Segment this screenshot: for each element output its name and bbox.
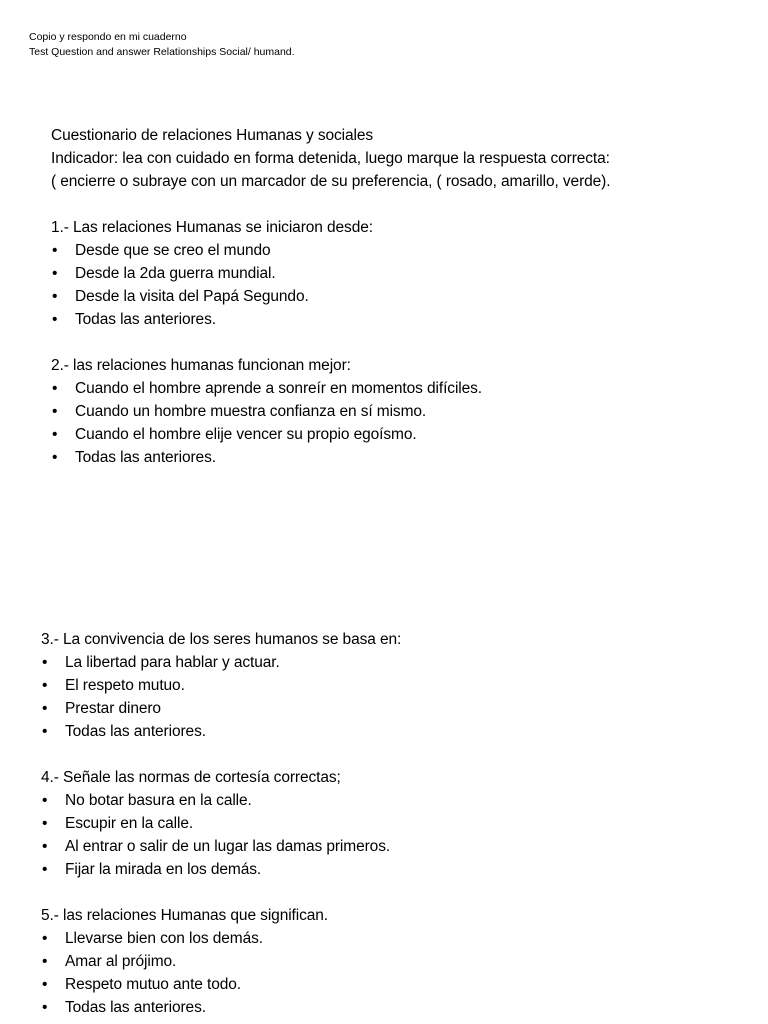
question-group-1-2 bbox=[51, 216, 482, 469]
question-text: 4.- Señale las normas de cortesía correctas; bbox=[41, 769, 341, 786]
answer-option[interactable] bbox=[51, 446, 482, 469]
answer-option[interactable] bbox=[41, 720, 401, 743]
answer-option-label: Desde que se creo el mundo bbox=[75, 242, 271, 259]
answer-option-label: Escupir en la calle. bbox=[65, 815, 194, 832]
answer-option-label: Fijar la mirada en los demás. bbox=[65, 861, 262, 878]
answer-option-label: Prestar dinero bbox=[65, 700, 161, 717]
indicator-text: Indicador: lea con cuidado en forma detenida, luego marque la respuesta correcta: bbox=[51, 150, 610, 167]
answer-options bbox=[51, 377, 482, 469]
answer-option-label: Cuando un hombre muestra confianza en sí mismo. bbox=[75, 403, 427, 420]
answer-option[interactable] bbox=[41, 996, 401, 1019]
bullet-icon: • bbox=[52, 242, 58, 259]
bullet-icon: • bbox=[52, 265, 58, 282]
bullet-icon: • bbox=[42, 654, 48, 671]
bullet-icon: • bbox=[42, 700, 48, 717]
question-5 bbox=[41, 904, 401, 1019]
question-group-3-5 bbox=[41, 628, 401, 1019]
header-line-test: Test Question and answer Relationships Social/ humand. bbox=[29, 46, 295, 58]
bullet-icon: • bbox=[42, 723, 48, 740]
question-3 bbox=[41, 628, 401, 743]
bullet-icon: • bbox=[52, 380, 58, 397]
answer-option-label: Cuando el hombre aprende a sonreír en momentos difíciles. bbox=[75, 380, 483, 397]
bullet-icon: • bbox=[42, 953, 48, 970]
answer-option[interactable] bbox=[51, 285, 482, 308]
answer-option-label: Amar al prójimo. bbox=[65, 953, 177, 970]
answer-option-label: Todas las anteriores. bbox=[65, 723, 206, 740]
question-2 bbox=[51, 354, 482, 469]
answer-option-label: Todas las anteriores. bbox=[75, 449, 216, 466]
answer-option[interactable] bbox=[51, 239, 482, 262]
page-header bbox=[29, 30, 295, 60]
answer-option-label: Llevarse bien con los demás. bbox=[65, 930, 263, 947]
questionnaire-title: Cuestionario de relaciones Humanas y sociales bbox=[51, 127, 374, 144]
answer-option[interactable] bbox=[51, 423, 482, 446]
questionnaire-intro bbox=[51, 124, 610, 193]
question-text: 2.- las relaciones humanas funcionan mejor: bbox=[51, 357, 351, 374]
answer-option[interactable] bbox=[41, 835, 401, 858]
answer-option-label: Todas las anteriores. bbox=[75, 311, 216, 328]
answer-option-label: El respeto mutuo. bbox=[65, 677, 185, 694]
bullet-icon: • bbox=[42, 838, 48, 855]
question-text: 5.- las relaciones Humanas que significan. bbox=[41, 907, 329, 924]
answer-option-label: Al entrar o salir de un lugar las damas primeros. bbox=[65, 838, 391, 855]
answer-options bbox=[41, 927, 401, 1019]
bullet-icon: • bbox=[42, 792, 48, 809]
answer-option[interactable] bbox=[41, 950, 401, 973]
answer-option-label: La libertad para hablar y actuar. bbox=[65, 654, 280, 671]
instructions-text: ( encierre o subraye con un marcador de su preferencia, ( rosado, amarillo, verde). bbox=[51, 173, 611, 190]
answer-option-label: Cuando el hombre elije vencer su propio egoísmo. bbox=[75, 426, 417, 443]
answer-option-label: No botar basura en la calle. bbox=[65, 792, 252, 809]
answer-option-label: Todas las anteriores. bbox=[65, 999, 206, 1016]
bullet-icon: • bbox=[52, 288, 58, 305]
bullet-icon: • bbox=[42, 815, 48, 832]
answer-option[interactable] bbox=[41, 973, 401, 996]
header-line-notebook: Copio y respondo en mi cuaderno bbox=[29, 31, 187, 43]
answer-option[interactable] bbox=[41, 651, 401, 674]
answer-option[interactable] bbox=[41, 789, 401, 812]
bullet-icon: • bbox=[42, 930, 48, 947]
answer-options bbox=[41, 789, 401, 881]
answer-option[interactable] bbox=[51, 308, 482, 331]
bullet-icon: • bbox=[42, 677, 48, 694]
bullet-icon: • bbox=[42, 976, 48, 993]
answer-option[interactable] bbox=[41, 812, 401, 835]
answer-options bbox=[41, 651, 401, 743]
question-4 bbox=[41, 766, 401, 881]
answer-option-label: Desde la 2da guerra mundial. bbox=[75, 265, 276, 282]
answer-option[interactable] bbox=[41, 697, 401, 720]
answer-options bbox=[51, 239, 482, 331]
question-1 bbox=[51, 216, 482, 331]
bullet-icon: • bbox=[52, 426, 58, 443]
answer-option[interactable] bbox=[51, 400, 482, 423]
answer-option[interactable] bbox=[41, 858, 401, 881]
answer-option-label: Respeto mutuo ante todo. bbox=[65, 976, 241, 993]
answer-option[interactable] bbox=[51, 262, 482, 285]
bullet-icon: • bbox=[42, 999, 48, 1016]
answer-option[interactable] bbox=[41, 927, 401, 950]
bullet-icon: • bbox=[52, 403, 58, 420]
answer-option[interactable] bbox=[41, 674, 401, 697]
bullet-icon: • bbox=[52, 311, 58, 328]
question-text: 1.- Las relaciones Humanas se iniciaron desde: bbox=[51, 219, 373, 236]
question-text: 3.- La convivencia de los seres humanos se basa en: bbox=[41, 631, 402, 648]
answer-option[interactable] bbox=[51, 377, 482, 400]
bullet-icon: • bbox=[42, 861, 48, 878]
bullet-icon: • bbox=[52, 449, 58, 466]
answer-option-label: Desde la visita del Papá Segundo. bbox=[75, 288, 309, 305]
